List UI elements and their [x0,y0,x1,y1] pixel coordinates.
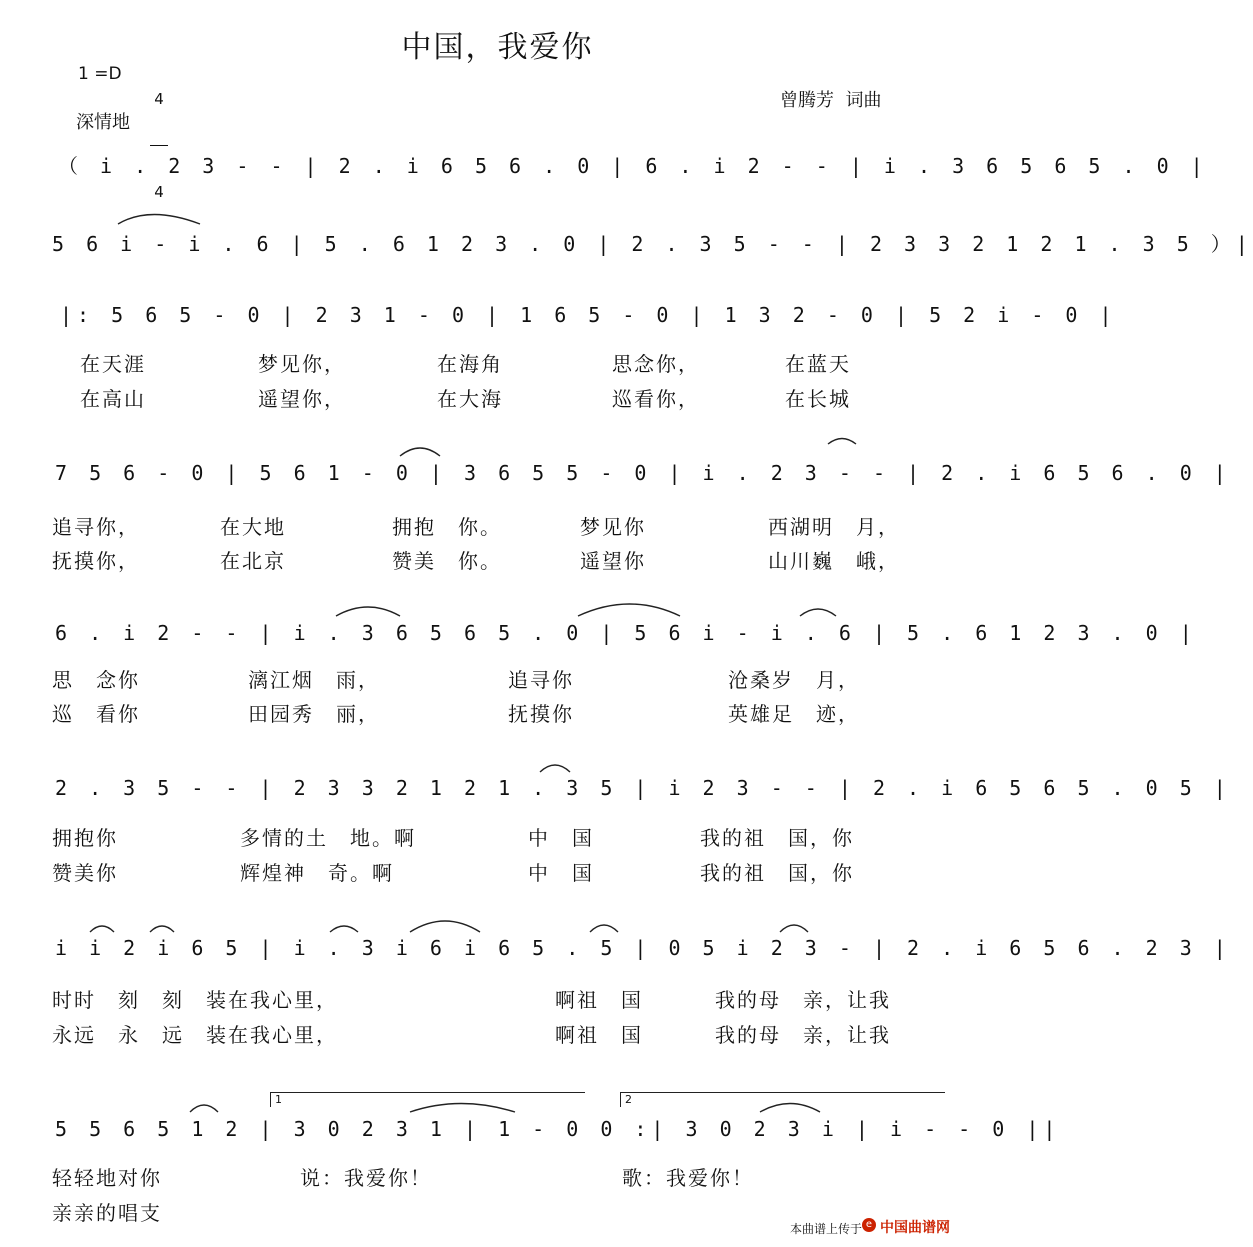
lyric-3a-4: 思念你， [612,352,700,376]
lyric-6b-2: 辉煌神 奇。啊 [240,861,394,885]
site-logo-text[interactable]: 中国曲谱网 [880,1220,950,1236]
lyric-6b-4: 我的祖 国，你 [700,861,854,885]
lyric-7a-3: 我的母 亲，让我 [715,988,891,1012]
lyric-7b-1: 永远 永 远 装在我心里， [52,1023,338,1047]
lyric-3a-5: 在蓝天 [785,352,851,376]
lyric-4a-3: 拥抱 你。 [392,515,502,539]
lyric-4a-1: 追寻你， [52,515,140,539]
lyric-5a-2: 漓江烟 雨， [248,668,380,692]
lyric-8a-1: 轻轻地对你 [52,1166,162,1190]
lyric-6a-1: 拥抱你 [52,826,118,850]
song-title: 中国，我爱你 [401,30,594,65]
upload-note: 本曲谱上传于 [790,1222,863,1236]
lyric-4a-4: 梦见你 [580,515,646,539]
volta-1: 1 [270,1092,585,1107]
lyric-5a-4: 沧桑岁 月， [728,668,860,692]
music-line-3: |: 5 6 5 - 0 | 2 3 1 - 0 | 1 6 5 - 0 | 1 3 2 - 0 | 5 2 i - 0 | [60,303,1117,327]
lyric-6a-2: 多情的土 地。啊 [240,826,416,850]
music-line-2: 5 6 i - i . 6 | 5 . 6 1 2 3 . 0 | 2 . 3 5 - - | 2 3 3 2 1 2 1 . 3 5 ）| [52,232,1253,256]
key-signature: 1 =D [78,64,122,84]
lyric-3b-5: 在长城 [785,387,851,411]
music-line-1: （ i . 2 3 - - | 2 . i 6 5 6 . 0 | 6 . i 2 - - | i . 3 6 5 6 5 . 0 | [58,154,1208,178]
time-signature-top: 4 [154,90,164,108]
lyric-7b-2: 啊祖 国 [555,1023,643,1047]
lyric-4a-2: 在大地 [220,515,286,539]
lyric-7a-2: 啊祖 国 [555,988,643,1012]
lyric-5b-2: 田园秀 丽， [248,702,380,726]
lyric-6b-3: 中 国 [528,861,594,885]
lyric-4a-5: 西湖明 月， [768,515,900,539]
lyric-3b-2: 遥望你， [258,387,346,411]
lyric-8a-2: 说：我爱你！ [300,1166,432,1190]
music-line-7: i i 2 i 6 5 | i . 3 i 6 i 6 5 . 5 | 0 5 i 2 3 - | 2 . i 6 5 6 . 2 3 | [55,936,1231,960]
lyric-8b-1: 亲亲的唱支 [52,1201,162,1225]
lyric-4b-2: 在北京 [220,549,286,573]
tempo-marking: 深情地 [76,112,130,133]
lyric-3a-1: 在天涯 [80,352,146,376]
time-signature-bottom: 4 [154,183,164,201]
lyric-5b-4: 英雄足 迹， [728,702,860,726]
music-line-6: 2 . 3 5 - - | 2 3 3 2 1 2 1 . 3 5 | i 2 3 - - | 2 . i 6 5 6 5 . 0 5 | [55,776,1231,800]
lyric-5a-3: 追寻你 [508,668,574,692]
lyric-4b-3: 赞美 你。 [392,549,502,573]
volta-2: 2 [620,1092,945,1107]
author-credit: 曾腾芳 词曲 [780,90,882,111]
lyric-5a-1: 思 念你 [52,668,140,692]
lyric-4b-5: 山川巍 峨， [768,549,900,573]
lyric-8a-3: 歌：我爱你！ [622,1166,754,1190]
lyric-3a-3: 在海角 [437,352,503,376]
lyric-6a-4: 我的祖 国，你 [700,826,854,850]
lyric-5b-3: 抚摸你 [508,702,574,726]
lyric-6a-3: 中 国 [528,826,594,850]
music-line-4: 7 5 6 - 0 | 5 6 1 - 0 | 3 6 5 5 - 0 | i . 2 3 - - | 2 . i 6 5 6 . 0 | [55,461,1231,485]
music-line-5: 6 . i 2 - - | i . 3 6 5 6 5 . 0 | 5 6 i - i . 6 | 5 . 6 1 2 3 . 0 | [55,621,1197,645]
lyric-7b-3: 我的母 亲，让我 [715,1023,891,1047]
lyric-4b-1: 抚摸你， [52,549,140,573]
lyric-7a-1: 时时 刻 刻 装在我心里， [52,988,338,1012]
music-line-8: 5 5 6 5 1 2 | 3 0 2 3 1 | 1 - 0 0 :| 3 0 2 3 i | i - - 0 || [55,1117,1061,1141]
site-logo-icon: e [862,1218,876,1232]
lyric-3b-1: 在高山 [80,387,146,411]
lyric-6b-1: 赞美你 [52,861,118,885]
lyric-5b-1: 巡 看你 [52,702,140,726]
lyric-3b-4: 巡看你， [612,387,700,411]
lyric-4b-4: 遥望你 [580,549,646,573]
lyric-3a-2: 梦见你， [258,352,346,376]
lyric-3b-3: 在大海 [437,387,503,411]
